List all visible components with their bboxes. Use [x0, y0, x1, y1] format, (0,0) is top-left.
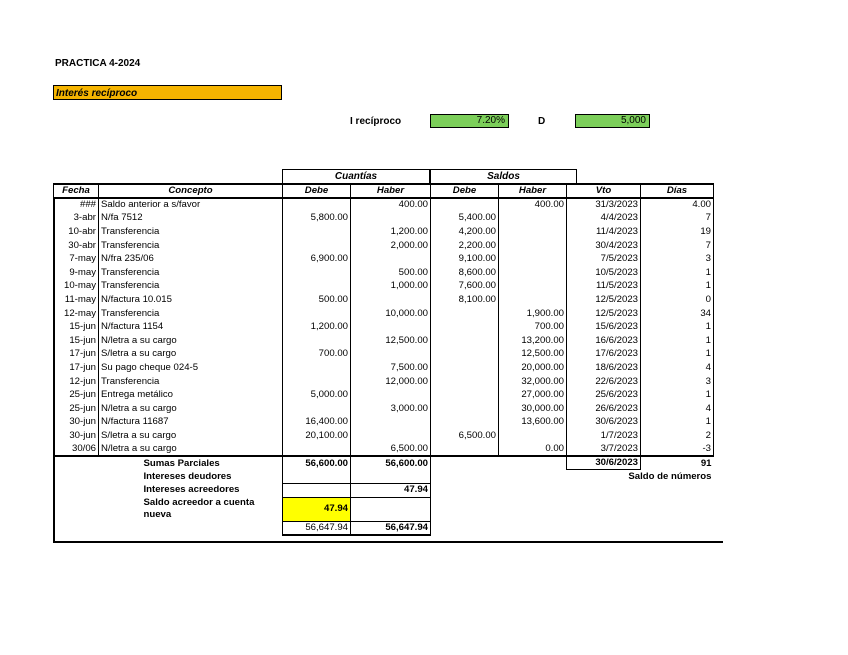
cell-dias[interactable]: 4 [641, 361, 714, 375]
cell-vto[interactable]: 17/6/2023 [567, 348, 641, 362]
header-saldo-debe: Debe [431, 184, 499, 198]
cell-debe[interactable]: 700.00 [283, 348, 351, 362]
cell-saldo-haber[interactable] [499, 225, 567, 239]
cell[interactable] [431, 470, 499, 484]
cell-haber[interactable] [351, 320, 431, 334]
cell-fecha[interactable]: 25-jun [54, 388, 99, 402]
cell-haber[interactable] [351, 212, 431, 226]
cell-debe[interactable] [283, 443, 351, 457]
cell-saldo-haber[interactable] [499, 239, 567, 253]
cell-dias[interactable]: 2 [641, 429, 714, 443]
cell-saldo-debe[interactable] [431, 307, 499, 321]
saldo-debe[interactable]: 47.94 [283, 497, 351, 521]
cell-vto[interactable]: 7/5/2023 [567, 252, 641, 266]
cell-saldo-debe[interactable]: 4,200.00 [431, 225, 499, 239]
acreedores-label[interactable]: Intereses acreedores [143, 484, 240, 496]
cell-saldo-haber[interactable] [499, 429, 567, 443]
total-debe[interactable]: 56,647.94 [283, 521, 351, 535]
sumas-vto[interactable]: 30/6/2023 [567, 456, 641, 470]
cell-vto[interactable]: 1/7/2023 [567, 429, 641, 443]
table-row [54, 443, 714, 457]
cell-saldo-haber[interactable]: 12,500.00 [499, 348, 567, 362]
d-label: D [538, 116, 546, 127]
cell-saldo-haber[interactable] [499, 212, 567, 226]
cell-dias[interactable]: 19 [641, 225, 714, 239]
cell-vto[interactable]: 16/6/2023 [567, 334, 641, 348]
cell-vto[interactable]: 4/4/2023 [567, 212, 641, 226]
cell-haber[interactable] [351, 348, 431, 362]
cell-debe[interactable]: 1,200.00 [283, 320, 351, 334]
saldo-label[interactable]: Saldo acreedor a cuenta nueva [143, 497, 255, 521]
cell-haber[interactable] [351, 252, 431, 266]
cell[interactable] [99, 521, 283, 535]
table-row [54, 198, 714, 212]
cell-fecha[interactable]: 7-may [54, 252, 99, 266]
table-row [54, 402, 714, 416]
cell-dias[interactable]: 1 [641, 416, 714, 430]
cell[interactable] [283, 470, 351, 484]
cell-fecha[interactable]: ### [54, 198, 99, 212]
cell-fecha[interactable]: 15-jun [54, 320, 99, 334]
table-row [54, 252, 714, 266]
cell-saldo-debe[interactable]: 2,200.00 [431, 239, 499, 253]
i-reciproco-value[interactable]: 7.20% [430, 114, 509, 128]
cell[interactable] [431, 497, 714, 521]
saldo-numeros-label[interactable]: Saldo de números [628, 470, 712, 482]
table-row [54, 293, 714, 307]
cell[interactable] [54, 483, 99, 497]
cell-debe[interactable]: 6,900.00 [283, 252, 351, 266]
cell-haber[interactable]: 12,000.00 [351, 375, 431, 389]
cell[interactable] [54, 470, 99, 484]
cell-saldo-debe[interactable] [431, 416, 499, 430]
saldos-header: Saldos [430, 169, 577, 183]
cell-dias[interactable]: 34 [641, 307, 714, 321]
header-haber: Haber [351, 184, 431, 198]
cell-dias[interactable]: 0 [641, 293, 714, 307]
total-haber[interactable]: 56,647.94 [351, 521, 431, 535]
cell-haber[interactable] [351, 429, 431, 443]
cell-fecha[interactable]: 12-may [54, 307, 99, 321]
cell-fecha[interactable]: 30-abr [54, 239, 99, 253]
cell-saldo-debe[interactable] [431, 443, 499, 457]
cell-dias[interactable]: 7 [641, 212, 714, 226]
cell-haber[interactable]: 1,200.00 [351, 225, 431, 239]
cell-fecha[interactable]: 10-abr [54, 225, 99, 239]
header-debe: Debe [283, 184, 351, 198]
table-row [54, 375, 714, 389]
cell-fecha[interactable]: 9-may [54, 266, 99, 280]
cell-vto[interactable]: 25/6/2023 [567, 388, 641, 402]
cell-haber[interactable]: 500.00 [351, 266, 431, 280]
cell-haber[interactable]: 3,000.00 [351, 402, 431, 416]
cell-fecha[interactable]: 11-may [54, 293, 99, 307]
cell-concepto[interactable]: N/fra 235/06 [99, 252, 283, 266]
table-row [54, 361, 714, 375]
table-row [54, 348, 714, 362]
header-fecha: Fecha [54, 184, 99, 198]
cell[interactable] [283, 483, 351, 497]
cell-saldo-debe[interactable]: 7,600.00 [431, 280, 499, 294]
cell-saldo-haber[interactable] [499, 293, 567, 307]
cell[interactable] [499, 470, 567, 484]
cell-debe[interactable] [283, 334, 351, 348]
cell-vto[interactable]: 26/6/2023 [567, 402, 641, 416]
cell-concepto[interactable]: Transferencia [99, 239, 283, 253]
cell-debe[interactable] [283, 375, 351, 389]
cell-fecha[interactable]: 17-jun [54, 348, 99, 362]
cell-dias[interactable]: 7 [641, 239, 714, 253]
cell-saldo-haber[interactable]: 20,000.00 [499, 361, 567, 375]
deudores-row [54, 470, 714, 484]
table-row [54, 307, 714, 321]
cell-fecha[interactable]: 15-jun [54, 334, 99, 348]
cell-dias[interactable]: 1 [641, 388, 714, 402]
cell-saldo-haber[interactable]: 1,900.00 [499, 307, 567, 321]
cell-concepto[interactable]: Transferencia [99, 225, 283, 239]
cell-saldo-haber[interactable]: 13,200.00 [499, 334, 567, 348]
cell-dias[interactable]: -3 [641, 443, 714, 457]
cell-haber[interactable] [351, 388, 431, 402]
table-row [54, 388, 714, 402]
header-row [54, 184, 714, 198]
cell-dias[interactable]: 4.00 [641, 198, 714, 212]
cell-saldo-haber[interactable]: 13,600.00 [499, 416, 567, 430]
cell-saldo-debe[interactable]: 6,500.00 [431, 429, 499, 443]
cell-dias[interactable]: 1 [641, 320, 714, 334]
cell-saldo-debe[interactable]: 9,100.00 [431, 252, 499, 266]
cell-concepto[interactable]: N/factura 1154 [99, 320, 283, 334]
cell-vto[interactable]: 30/6/2023 [567, 416, 641, 430]
cell-dias[interactable]: 1 [641, 348, 714, 362]
cell-vto[interactable]: 30/4/2023 [567, 239, 641, 253]
header-dias: Días [641, 184, 714, 198]
cell[interactable] [431, 521, 714, 535]
cell-saldo-debe[interactable] [431, 361, 499, 375]
cell-debe[interactable]: 5,800.00 [283, 212, 351, 226]
cell-debe[interactable]: 20,100.00 [283, 429, 351, 443]
cell-saldo-debe[interactable] [431, 375, 499, 389]
cell-fecha[interactable]: 30/06 [54, 443, 99, 457]
cell-saldo-debe[interactable] [431, 402, 499, 416]
cell-haber[interactable]: 6,500.00 [351, 443, 431, 457]
cell-debe[interactable]: 500.00 [283, 293, 351, 307]
table-frame-bottom [53, 541, 723, 543]
table-row [54, 429, 714, 443]
sumas-row [54, 456, 714, 470]
cell-saldo-debe[interactable] [431, 348, 499, 362]
d-value[interactable]: 5,000 [575, 114, 650, 128]
account-table [53, 183, 714, 536]
cell-concepto[interactable]: Transferencia [99, 375, 283, 389]
cell-concepto[interactable]: Saldo anterior a s/favor [99, 198, 283, 212]
table-row [54, 416, 714, 430]
cell[interactable] [431, 456, 499, 470]
cell-saldo-haber[interactable]: 32,000.00 [499, 375, 567, 389]
cell-saldo-haber[interactable]: 27,000.00 [499, 388, 567, 402]
cell-debe[interactable] [283, 225, 351, 239]
cell[interactable] [351, 470, 431, 484]
cell-concepto[interactable]: N/letra a su cargo [99, 443, 283, 457]
cell-concepto[interactable]: Transferencia [99, 280, 283, 294]
table-row [54, 320, 714, 334]
cell-haber[interactable]: 1,000.00 [351, 280, 431, 294]
cell-saldo-haber[interactable]: 0.00 [499, 443, 567, 457]
i-reciproco-label: I recíproco [350, 116, 402, 127]
cell-vto[interactable]: 15/6/2023 [567, 320, 641, 334]
cell-saldo-haber[interactable]: 400.00 [499, 198, 567, 212]
cell-saldo-haber[interactable] [499, 280, 567, 294]
cell-debe[interactable] [283, 239, 351, 253]
header-vto: Vto [567, 184, 641, 198]
sheet-title: PRACTICA 4-2024 [55, 58, 141, 69]
cell-concepto[interactable]: S/letra a su cargo [99, 429, 283, 443]
cell-concepto[interactable]: S/letra a su cargo [99, 348, 283, 362]
cell-saldo-debe[interactable] [431, 388, 499, 402]
cell-vto[interactable]: 12/5/2023 [567, 293, 641, 307]
cell-concepto[interactable]: Transferencia [99, 266, 283, 280]
cell-saldo-debe[interactable] [431, 198, 499, 212]
sumas-haber[interactable]: 56,600.00 [351, 456, 431, 470]
total-row [54, 521, 714, 535]
cell[interactable] [54, 497, 99, 521]
cell-haber[interactable]: 400.00 [351, 198, 431, 212]
cell-debe[interactable] [283, 198, 351, 212]
cell-debe[interactable] [283, 307, 351, 321]
cell[interactable] [431, 483, 714, 497]
sumas-dias[interactable]: 91 [641, 456, 714, 470]
cell-fecha[interactable]: 3-abr [54, 212, 99, 226]
cell-debe[interactable] [283, 266, 351, 280]
cell-concepto[interactable]: Su pago cheque 024-5 [99, 361, 283, 375]
cell-saldo-haber[interactable]: 700.00 [499, 320, 567, 334]
table-row [54, 225, 714, 239]
interes-reciproco-label[interactable]: Interés recíproco [53, 85, 282, 100]
cell-vto[interactable]: 31/3/2023 [567, 198, 641, 212]
table-row [54, 266, 714, 280]
cell-concepto[interactable]: N/letra a su cargo [99, 402, 283, 416]
cell-vto[interactable]: 11/4/2023 [567, 225, 641, 239]
cell-vto[interactable]: 22/6/2023 [567, 375, 641, 389]
cell-saldo-haber[interactable] [499, 252, 567, 266]
cell-fecha[interactable]: 30-jun [54, 429, 99, 443]
sumas-label[interactable]: Sumas Parciales [99, 456, 283, 470]
header-saldo-haber: Haber [499, 184, 567, 198]
saldo-row [54, 497, 714, 521]
header-concepto: Concepto [99, 184, 283, 198]
cell-fecha[interactable]: 17-jun [54, 361, 99, 375]
cell-debe[interactable]: 16,400.00 [283, 416, 351, 430]
cell-concepto[interactable]: N/fa 7512 [99, 212, 283, 226]
cell-fecha[interactable]: 25-jun [54, 402, 99, 416]
deudores-label[interactable]: Intereses deudores [143, 470, 232, 482]
cell-debe[interactable] [283, 280, 351, 294]
cuantias-header: Cuantías [282, 169, 430, 183]
cell-saldo-debe[interactable]: 8,600.00 [431, 266, 499, 280]
cell-concepto[interactable]: N/letra a su cargo [99, 334, 283, 348]
cell-saldo-debe[interactable]: 8,100.00 [431, 293, 499, 307]
table-row [54, 334, 714, 348]
cell-saldo-debe[interactable] [431, 334, 499, 348]
cell[interactable] [54, 521, 99, 535]
sumas-debe[interactable]: 56,600.00 [283, 456, 351, 470]
cell[interactable] [54, 456, 99, 470]
cell-saldo-debe[interactable]: 5,400.00 [431, 212, 499, 226]
table-row [54, 280, 714, 294]
cell-saldo-debe[interactable] [431, 320, 499, 334]
cell-haber[interactable] [351, 416, 431, 430]
cell-dias[interactable]: 3 [641, 252, 714, 266]
cell-haber[interactable]: 2,000.00 [351, 239, 431, 253]
table-row [54, 239, 714, 253]
cell-dias[interactable]: 1 [641, 266, 714, 280]
cell-haber[interactable]: 7,500.00 [351, 361, 431, 375]
cell-vto[interactable]: 10/5/2023 [567, 266, 641, 280]
cell-concepto[interactable]: N/factura 11687 [99, 416, 283, 430]
cell-vto[interactable]: 12/5/2023 [567, 307, 641, 321]
cell-vto[interactable]: 3/7/2023 [567, 443, 641, 457]
table-frame-left [53, 198, 55, 543]
cell-debe[interactable] [283, 402, 351, 416]
table-row [54, 212, 714, 226]
cell-haber[interactable] [351, 293, 431, 307]
cell-debe[interactable]: 5,000.00 [283, 388, 351, 402]
cell[interactable] [499, 456, 567, 470]
cell-dias[interactable]: 3 [641, 375, 714, 389]
cell-saldo-haber[interactable] [499, 266, 567, 280]
cell-dias[interactable]: 4 [641, 402, 714, 416]
cell-haber[interactable]: 12,500.00 [351, 334, 431, 348]
cell-fecha[interactable]: 12-jun [54, 375, 99, 389]
cell-concepto[interactable]: N/factura 10.015 [99, 293, 283, 307]
cell-fecha[interactable]: 10-may [54, 280, 99, 294]
cell-vto[interactable]: 11/5/2023 [567, 280, 641, 294]
acreedores-row [54, 483, 714, 497]
cell-haber[interactable]: 10,000.00 [351, 307, 431, 321]
cell-fecha[interactable]: 30-jun [54, 416, 99, 430]
cell-debe[interactable] [283, 361, 351, 375]
cell[interactable] [351, 497, 431, 521]
cell-concepto[interactable]: Entrega metálico [99, 388, 283, 402]
cell-dias[interactable]: 1 [641, 334, 714, 348]
cell-saldo-haber[interactable]: 30,000.00 [499, 402, 567, 416]
acreedores-haber[interactable]: 47.94 [351, 483, 431, 497]
cell-vto[interactable]: 18/6/2023 [567, 361, 641, 375]
cell-dias[interactable]: 1 [641, 280, 714, 294]
cell-concepto[interactable]: Transferencia [99, 307, 283, 321]
